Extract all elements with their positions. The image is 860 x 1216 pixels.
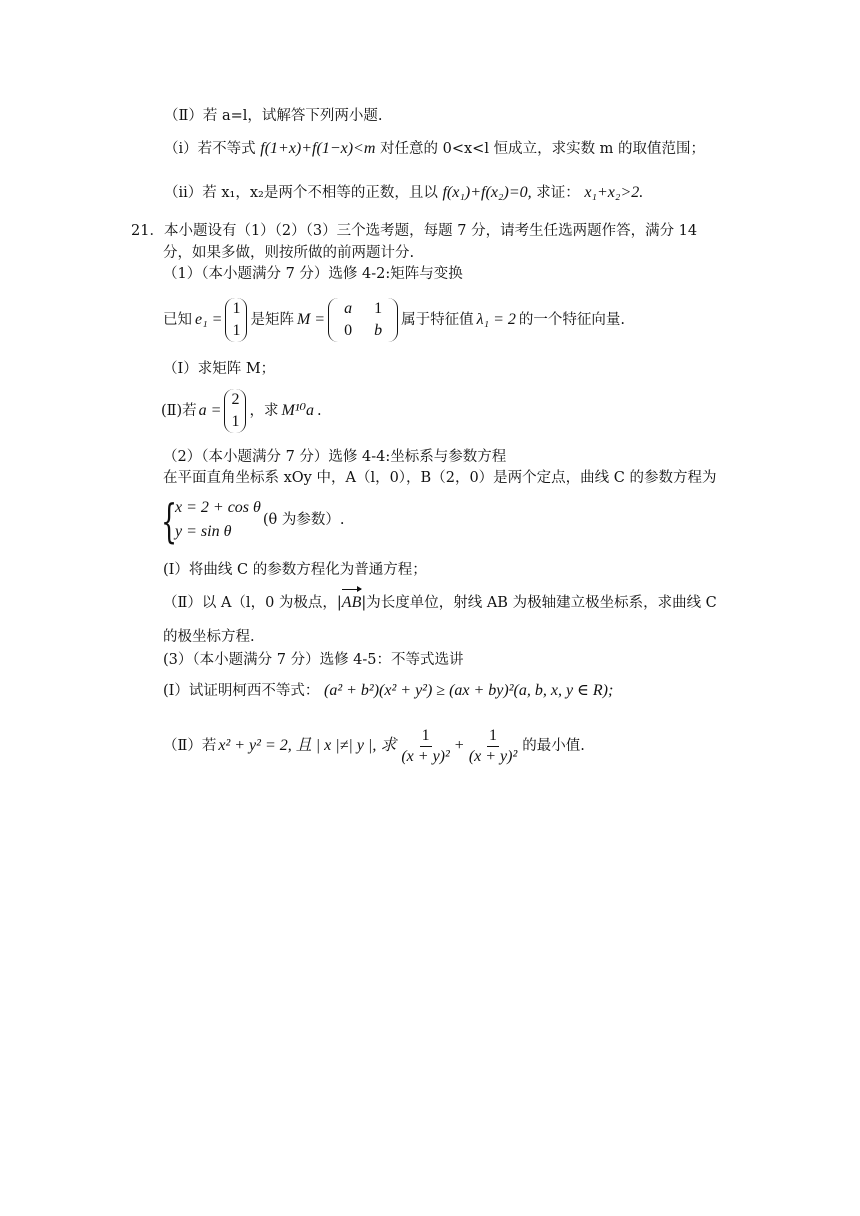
q21-intro-line2: 分，如果多做，则按所做的前两题计分. (163, 245, 415, 261)
s3-q1: (I）试证明柯西不等式： (a² + b²)(x² + y²) ≥ (ax + by)²(a, b, x, y ∈ R); (163, 682, 614, 699)
s1-title: （1）（本小题满分 7 分）选修 4-2:矩阵与变换 (163, 266, 463, 282)
q20-part-i (164, 139, 705, 159)
s1-q2: (Ⅱ)若 a = 2 1 ，求 M¹⁰a . (161, 386, 322, 436)
s2-vector-AB: AB (342, 594, 362, 611)
s1-M-label: M = (296, 311, 326, 328)
s2-text: 在平面直角坐标系 xOy 中，A（l，0），B（2，0）是两个定点，曲线 C 的参数方程为 (163, 470, 717, 486)
q20-part-ii-formula: f(x₁)+f(x₂)=0, (442, 184, 532, 201)
q20-part-ii-formula2: x₁+x₂>2. (584, 184, 644, 201)
s1-q1: （I）求矩阵 M； (163, 361, 276, 377)
vector-arrow-icon (342, 589, 362, 596)
q20-part-ii-prefix: （ii）若 x₁，x₂是两个不相等的正数，且以 (164, 185, 438, 201)
s3-condition: x² + y² = 2, 且 | x |≠| y |, 求 (218, 737, 397, 754)
s2-q2: （Ⅱ）以 A（l，0 为极点，| AB|为长度单位，射线 AB 为极轴建立极坐标系，求曲线 C (163, 593, 717, 613)
q20-part-ii-mid: 求证： (536, 185, 580, 201)
s2-q1: (I）将曲线 C 的参数方程化为普通方程； (163, 562, 427, 578)
s3-fraction-1: $\frac{1}{\text{(x + y)²}}$ (401, 726, 450, 765)
q20-part-i-prefix: （i）若不等式 (164, 141, 256, 157)
s2-title: （2）（本小题满分 7 分）选修 4-4:坐标系与参数方程 (163, 449, 507, 465)
q20-part-i-suffix: 对任意的 0<x<l 恒成立，求实数 m 的取值范围； (380, 141, 706, 157)
s1-lambda: λ₁ = 2 (476, 311, 516, 328)
q21-number: 21． (131, 223, 164, 239)
q20-part-i-formula: f(1+x)+f(1−x)<m (260, 140, 376, 157)
s1-q2-expression: M¹⁰a (281, 402, 315, 419)
q20-part2-intro: （Ⅱ）若 a=l，试解答下列两小题. (164, 108, 383, 124)
s1-vector-a: 2 1 (224, 389, 246, 433)
s1-vector-e1: 1 1 (225, 298, 247, 342)
s1-matrix-M: a 1 0 b (328, 298, 398, 342)
s2-parametric-system: { x = 2 + cos θ y = sin θ (θ 为参数）. (163, 493, 345, 547)
s3-fraction-2: $\frac{1}{\text{(x + y)²}}$ (468, 726, 518, 765)
s2-equation-brace: { x = 2 + cos θ y = sin θ (163, 496, 261, 544)
s1-e1-label: e₁ = (195, 311, 223, 328)
q21-intro-line1: 21．本小题设有（1）（2）（3）三个选考题，每题 7 分，请考生任选两题作答，满分 14 (131, 223, 698, 239)
s1-given: 已知 e₁ = 1 1 是矩阵 M = a 1 0 b 属于特征值 λ₁ = 2 的一个特征向量. (163, 292, 625, 348)
s3-q2: （Ⅱ）若 x² + y² = 2, 且 | x |≠| y |, 求 $\frac{1}{\text{(x + y)²}}$ + $\frac{1}{\text{(x + y)²}}$ 的最小值. (163, 726, 585, 765)
s3-title: (3）（本小题满分 7 分）选修 4-5：不等式选讲 (163, 652, 464, 668)
q20-part-ii (164, 183, 643, 203)
s3-cauchy-formula: (a² + b²)(x² + y²) ≥ (ax + by)²(a, b, x, y ∈ R); (324, 682, 614, 699)
s2-q2-cont: 的极坐标方程. (163, 629, 255, 645)
